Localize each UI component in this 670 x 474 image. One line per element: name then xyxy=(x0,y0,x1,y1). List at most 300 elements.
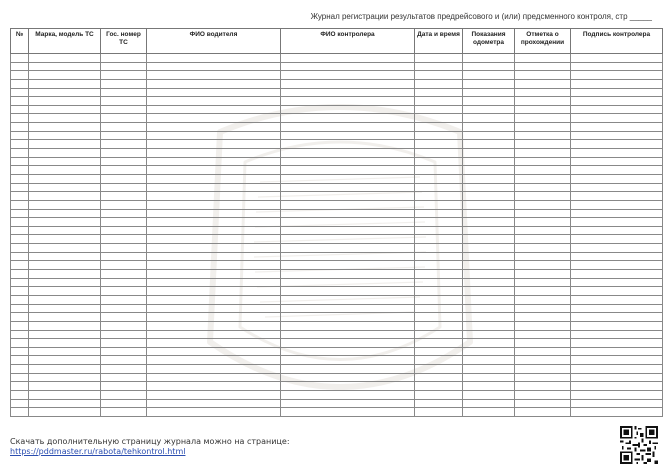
table-cell xyxy=(147,321,281,330)
table-row xyxy=(11,88,663,97)
table-cell xyxy=(281,114,415,123)
table-cell xyxy=(463,114,515,123)
table-cell xyxy=(463,278,515,287)
table-cell xyxy=(147,62,281,71)
table-cell xyxy=(11,200,29,209)
table-cell xyxy=(415,287,463,296)
table-cell xyxy=(101,287,147,296)
table-row xyxy=(11,166,663,175)
table-cell xyxy=(101,200,147,209)
table-cell xyxy=(515,278,571,287)
table-cell xyxy=(515,339,571,348)
table-cell xyxy=(463,390,515,399)
table-cell xyxy=(463,123,515,132)
table-cell xyxy=(463,244,515,253)
table-cell xyxy=(147,200,281,209)
table-cell xyxy=(29,304,101,313)
column-header-inspector-signature: Подпись контролера xyxy=(571,29,663,54)
table-cell xyxy=(415,390,463,399)
column-header-driver-name: ФИО водителя xyxy=(147,29,281,54)
table-cell xyxy=(281,157,415,166)
table-cell xyxy=(29,270,101,279)
table-cell xyxy=(147,339,281,348)
table-cell xyxy=(463,339,515,348)
table-cell xyxy=(281,373,415,382)
table-cell xyxy=(281,131,415,140)
table-cell xyxy=(29,321,101,330)
table-cell xyxy=(571,330,663,339)
table-cell xyxy=(101,192,147,201)
table-cell xyxy=(415,261,463,270)
table-cell xyxy=(101,218,147,227)
table-header-row xyxy=(11,29,663,54)
table-cell xyxy=(281,149,415,158)
table-cell xyxy=(29,88,101,97)
table-cell xyxy=(147,295,281,304)
table-cell xyxy=(281,261,415,270)
table-cell xyxy=(281,330,415,339)
table-cell xyxy=(29,166,101,175)
table-cell xyxy=(11,261,29,270)
table-cell xyxy=(515,140,571,149)
table-cell xyxy=(29,209,101,218)
table-cell xyxy=(101,114,147,123)
table-cell xyxy=(281,295,415,304)
table-row xyxy=(11,330,663,339)
table-cell xyxy=(463,261,515,270)
table-cell xyxy=(11,313,29,322)
table-cell xyxy=(101,62,147,71)
table-row xyxy=(11,235,663,244)
table-row xyxy=(11,105,663,114)
table-cell xyxy=(515,373,571,382)
table-cell xyxy=(11,356,29,365)
table-cell xyxy=(11,399,29,408)
table-cell xyxy=(463,235,515,244)
table-cell xyxy=(147,218,281,227)
table-cell xyxy=(281,174,415,183)
table-cell xyxy=(281,79,415,88)
table-cell xyxy=(571,166,663,175)
table-cell xyxy=(415,356,463,365)
column-header-odometer: Показания одометра xyxy=(463,29,515,54)
table-cell xyxy=(101,356,147,365)
table-cell xyxy=(101,157,147,166)
table-cell xyxy=(571,235,663,244)
table-row xyxy=(11,209,663,218)
table-cell xyxy=(101,226,147,235)
table-cell xyxy=(281,270,415,279)
table-cell xyxy=(515,235,571,244)
table-cell xyxy=(463,382,515,391)
table-row xyxy=(11,114,663,123)
table-cell xyxy=(147,235,281,244)
table-cell xyxy=(11,321,29,330)
table-cell xyxy=(147,365,281,374)
table-row xyxy=(11,200,663,209)
table-cell xyxy=(147,261,281,270)
table-cell xyxy=(29,218,101,227)
table-body xyxy=(11,54,663,417)
table-cell xyxy=(571,304,663,313)
table-cell xyxy=(281,313,415,322)
table-cell xyxy=(415,313,463,322)
table-row xyxy=(11,270,663,279)
table-cell xyxy=(415,226,463,235)
column-header-pass-mark: Отметка о прохождении xyxy=(515,29,571,54)
table-cell xyxy=(101,105,147,114)
table-cell xyxy=(281,218,415,227)
table-cell xyxy=(29,382,101,391)
table-cell xyxy=(11,174,29,183)
table-cell xyxy=(29,295,101,304)
table-cell xyxy=(11,105,29,114)
table-cell xyxy=(463,226,515,235)
table-cell xyxy=(147,399,281,408)
table-cell xyxy=(515,295,571,304)
table-cell xyxy=(11,97,29,106)
table-cell xyxy=(571,54,663,63)
table-cell xyxy=(11,252,29,261)
table-cell xyxy=(463,157,515,166)
table-cell xyxy=(571,200,663,209)
table-cell xyxy=(147,149,281,158)
table-cell xyxy=(11,382,29,391)
table-cell xyxy=(415,252,463,261)
table-cell xyxy=(101,123,147,132)
table-cell xyxy=(571,321,663,330)
table-row xyxy=(11,321,663,330)
table-cell xyxy=(101,278,147,287)
table-cell xyxy=(463,174,515,183)
table-cell xyxy=(415,183,463,192)
table-cell xyxy=(515,97,571,106)
table-row xyxy=(11,54,663,63)
column-header-vehicle-model: Марка, модель ТС xyxy=(29,29,101,54)
table-cell xyxy=(463,166,515,175)
table-cell xyxy=(29,140,101,149)
table-cell xyxy=(515,313,571,322)
table-cell xyxy=(147,183,281,192)
table-cell xyxy=(147,252,281,261)
table-cell xyxy=(281,390,415,399)
table-cell xyxy=(463,347,515,356)
table-cell xyxy=(101,166,147,175)
table-cell xyxy=(11,365,29,374)
table-cell xyxy=(101,390,147,399)
table-cell xyxy=(101,295,147,304)
table-cell xyxy=(515,347,571,356)
table-row xyxy=(11,62,663,71)
table-cell xyxy=(571,226,663,235)
table-cell xyxy=(11,149,29,158)
table-cell xyxy=(515,390,571,399)
table-cell xyxy=(29,97,101,106)
table-cell xyxy=(463,330,515,339)
table-cell xyxy=(571,183,663,192)
table-row xyxy=(11,79,663,88)
table-cell xyxy=(571,174,663,183)
table-cell xyxy=(515,166,571,175)
table-cell xyxy=(281,287,415,296)
table-cell xyxy=(281,88,415,97)
table-cell xyxy=(147,79,281,88)
table-cell xyxy=(101,270,147,279)
table-cell xyxy=(463,356,515,365)
table-cell xyxy=(415,270,463,279)
table-cell xyxy=(515,192,571,201)
table-cell xyxy=(11,287,29,296)
table-cell xyxy=(147,287,281,296)
table-cell xyxy=(463,71,515,80)
table-cell xyxy=(29,244,101,253)
table-cell xyxy=(29,373,101,382)
table-cell xyxy=(101,313,147,322)
table-cell xyxy=(147,174,281,183)
table-row xyxy=(11,356,663,365)
table-cell xyxy=(281,71,415,80)
table-cell xyxy=(571,287,663,296)
table-cell xyxy=(571,157,663,166)
table-cell xyxy=(29,408,101,417)
table-cell xyxy=(11,71,29,80)
table-cell xyxy=(147,304,281,313)
table-cell xyxy=(415,399,463,408)
table-cell xyxy=(463,183,515,192)
table-cell xyxy=(101,252,147,261)
table-cell xyxy=(11,339,29,348)
table-cell xyxy=(463,200,515,209)
table-cell xyxy=(463,295,515,304)
table-cell xyxy=(515,149,571,158)
table-row xyxy=(11,157,663,166)
table-cell xyxy=(11,270,29,279)
table-cell xyxy=(515,304,571,313)
table-cell xyxy=(415,88,463,97)
table-cell xyxy=(515,356,571,365)
table-cell xyxy=(101,382,147,391)
table-cell xyxy=(463,79,515,88)
table-cell xyxy=(11,330,29,339)
table-cell xyxy=(147,330,281,339)
table-cell xyxy=(463,408,515,417)
table-cell xyxy=(463,399,515,408)
table-cell xyxy=(571,295,663,304)
table-cell xyxy=(515,88,571,97)
table-cell xyxy=(29,339,101,348)
table-cell xyxy=(415,295,463,304)
table-cell xyxy=(415,278,463,287)
table-cell xyxy=(147,105,281,114)
table-cell xyxy=(415,218,463,227)
table-cell xyxy=(29,54,101,63)
table-cell xyxy=(147,157,281,166)
table-row xyxy=(11,382,663,391)
table-cell xyxy=(415,79,463,88)
table-cell xyxy=(29,123,101,132)
table-cell xyxy=(281,321,415,330)
table-cell xyxy=(571,390,663,399)
table-cell xyxy=(415,209,463,218)
table-cell xyxy=(281,252,415,261)
table-cell xyxy=(11,140,29,149)
column-header-date-time: Дата и время xyxy=(415,29,463,54)
table-cell xyxy=(281,62,415,71)
table-cell xyxy=(11,157,29,166)
table-cell xyxy=(571,209,663,218)
table-cell xyxy=(415,157,463,166)
table-row xyxy=(11,347,663,356)
table-cell xyxy=(463,88,515,97)
table-cell xyxy=(101,244,147,253)
table-cell xyxy=(571,347,663,356)
table-cell xyxy=(463,304,515,313)
table-cell xyxy=(147,390,281,399)
column-header-inspector-name: ФИО контролера xyxy=(281,29,415,54)
table-cell xyxy=(463,131,515,140)
table-cell xyxy=(101,339,147,348)
table-cell xyxy=(29,252,101,261)
table-cell xyxy=(515,270,571,279)
table-cell xyxy=(415,244,463,253)
table-cell xyxy=(281,339,415,348)
table-cell xyxy=(415,235,463,244)
table-cell xyxy=(463,54,515,63)
table-cell xyxy=(463,209,515,218)
table-cell xyxy=(515,226,571,235)
table-cell xyxy=(415,382,463,391)
table-cell xyxy=(29,200,101,209)
table-cell xyxy=(415,149,463,158)
table-cell xyxy=(571,140,663,149)
table-cell xyxy=(571,62,663,71)
table-cell xyxy=(101,330,147,339)
table-cell xyxy=(101,399,147,408)
table-cell xyxy=(29,330,101,339)
table-cell xyxy=(463,287,515,296)
table-row xyxy=(11,365,663,374)
table-cell xyxy=(463,140,515,149)
table-cell xyxy=(281,399,415,408)
footer-link[interactable]: https://pddmaster.ru/rabota/tehkontrol.html xyxy=(10,447,186,456)
table-row xyxy=(11,304,663,313)
table-cell xyxy=(281,140,415,149)
table-cell xyxy=(101,347,147,356)
table-cell xyxy=(29,183,101,192)
table-cell xyxy=(571,408,663,417)
table-row xyxy=(11,390,663,399)
table-cell xyxy=(147,140,281,149)
table-cell xyxy=(147,114,281,123)
table-cell xyxy=(571,97,663,106)
table-cell xyxy=(415,105,463,114)
table-cell xyxy=(571,339,663,348)
table-row xyxy=(11,192,663,201)
table-cell xyxy=(29,131,101,140)
table-cell xyxy=(11,390,29,399)
table-cell xyxy=(463,252,515,261)
table-cell xyxy=(29,347,101,356)
table-cell xyxy=(147,313,281,322)
table-cell xyxy=(571,356,663,365)
table-cell xyxy=(463,365,515,374)
table-cell xyxy=(463,321,515,330)
table-cell xyxy=(515,218,571,227)
table-cell xyxy=(415,365,463,374)
table-cell xyxy=(101,174,147,183)
table-cell xyxy=(515,244,571,253)
table-cell xyxy=(415,373,463,382)
table-row xyxy=(11,123,663,132)
table-cell xyxy=(571,261,663,270)
table-cell xyxy=(515,200,571,209)
table-cell xyxy=(515,157,571,166)
table-cell xyxy=(281,166,415,175)
table-cell xyxy=(281,97,415,106)
table-cell xyxy=(29,192,101,201)
table-cell xyxy=(29,313,101,322)
table-row xyxy=(11,252,663,261)
page-title: Журнал регистрации результатов предрейсового и (или) предсменного контроля, стр _____ xyxy=(310,12,652,21)
table-cell xyxy=(11,209,29,218)
table-cell xyxy=(147,88,281,97)
table-cell xyxy=(515,54,571,63)
table-row xyxy=(11,174,663,183)
table-cell xyxy=(281,304,415,313)
table-cell xyxy=(415,200,463,209)
table-row xyxy=(11,278,663,287)
table-row xyxy=(11,140,663,149)
table-cell xyxy=(101,235,147,244)
table-cell xyxy=(515,131,571,140)
table-cell xyxy=(101,149,147,158)
table-cell xyxy=(147,347,281,356)
column-header-plate-number: Гос. номер ТС xyxy=(101,29,147,54)
table-cell xyxy=(571,313,663,322)
table-cell xyxy=(101,131,147,140)
table-cell xyxy=(463,270,515,279)
table-cell xyxy=(515,71,571,80)
table-cell xyxy=(281,347,415,356)
table-cell xyxy=(11,226,29,235)
table-cell xyxy=(571,149,663,158)
table-cell xyxy=(29,390,101,399)
table-cell xyxy=(29,235,101,244)
table-cell xyxy=(415,140,463,149)
table-row xyxy=(11,287,663,296)
table-cell xyxy=(147,270,281,279)
table-cell xyxy=(101,183,147,192)
table-cell xyxy=(515,174,571,183)
table-cell xyxy=(415,304,463,313)
column-header-number: № xyxy=(11,29,29,54)
table-cell xyxy=(147,192,281,201)
table-cell xyxy=(101,321,147,330)
table-cell xyxy=(463,313,515,322)
table-cell xyxy=(415,166,463,175)
table-cell xyxy=(415,97,463,106)
table-cell xyxy=(11,192,29,201)
table-cell xyxy=(11,235,29,244)
journal-table xyxy=(10,28,663,417)
table-cell xyxy=(147,71,281,80)
table-cell xyxy=(11,373,29,382)
table-cell xyxy=(147,373,281,382)
table-cell xyxy=(571,79,663,88)
table-cell xyxy=(515,321,571,330)
table-cell xyxy=(463,373,515,382)
table-cell xyxy=(415,131,463,140)
